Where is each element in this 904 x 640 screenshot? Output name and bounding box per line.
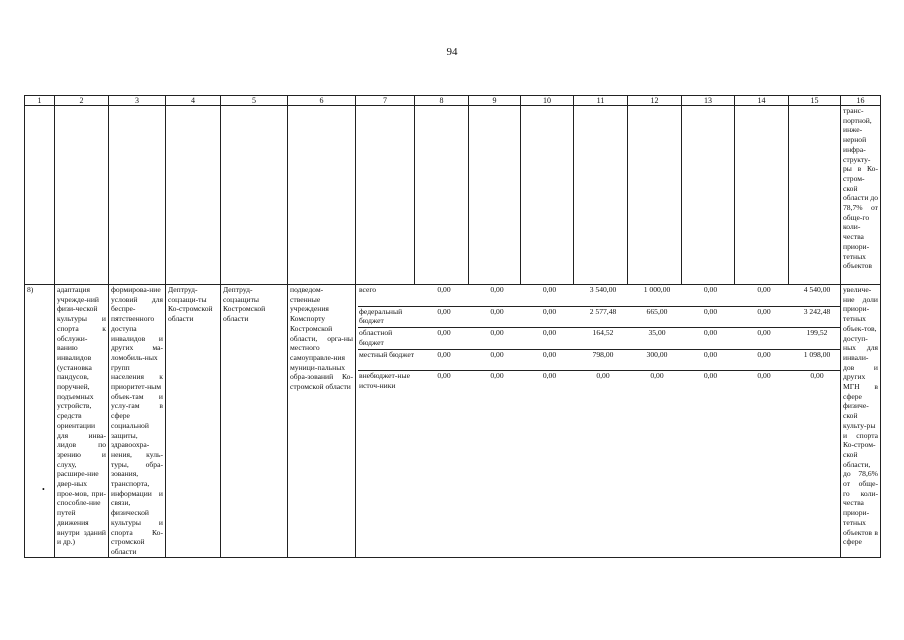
column-number: 7 [356,96,415,106]
column-number: 16 [841,96,881,106]
funding-value: 0,00 [471,306,523,328]
goal-cell: формирова-ние условий для беспре-пятственного доступа инвалидов и других ма-ломобиль-ных групп населения к приоритет-ным объек-там и услу-гам в сфере социальной защиты, здравоохра-нения, куль-туры, обра-зования, транспорта, информации и связи, физической культуры и спорта Ко-стромской области [109,285,166,558]
funding-value: 164,52 [576,328,630,350]
coordinator-cell: Дептруд-соцзащи-ты Ко-стромской области [166,285,221,558]
empty-cell [521,106,574,285]
column-number: 12 [628,96,682,106]
measure-row [25,285,881,558]
budget-table [24,95,881,558]
funding-value: 0,00 [684,306,737,328]
column-number: 1 [25,96,55,106]
funding-value: 1 000,00 [630,285,684,306]
empty-cell [469,106,521,285]
funding-source-label: местный бюджет [358,349,417,371]
funding-value: 3 242,48 [791,306,841,328]
funding-source-label: внебюджет-ные источ-ники [359,371,410,390]
column-number: 10 [521,96,574,106]
column-number: 14 [735,96,789,106]
funding-value: 0,00 [810,371,824,380]
empty-cell [166,106,221,285]
column-number: 15 [789,96,841,106]
funding-value: 665,00 [630,306,684,328]
indicator-cell-continued: транс-портной, инже-нерной инфра-структу-ры в Ко-стром-ской области до 78,7% от обще-го коли-чества приори-тетных объектов [841,106,881,285]
funding-value: 300,00 [630,349,684,371]
empty-cell [789,106,841,285]
column-number: 8 [415,96,469,106]
funding-row [358,349,841,371]
funding-value: 0,00 [684,328,737,350]
funding-row [358,371,841,392]
funding-value: 0,00 [523,328,576,350]
funding-value: 0,00 [417,328,471,350]
empty-cell [735,106,789,285]
measure-name-cell: адаптация учрежде-ний физи-ческой культуры и спорта к обслужи-ванию инвалидов (установка пандусов, поручней, подъемных устройств, средств ориентации для инва-лидов по зрению и слуху, расшире-ние двер-ных прое-мов, при-способле-ние путей движения внутри зданий и др.) [55,285,109,558]
empty-cell [356,106,415,285]
funding-value: 199,52 [791,328,841,350]
funding-value: 0,00 [523,349,576,371]
continued-row [25,106,881,285]
funding-value: 35,00 [630,328,684,350]
column-number: 13 [682,96,735,106]
funding-value: 0,00 [471,285,523,306]
funding-value: 1 098,00 [791,349,841,371]
item-number-cell: 8) [25,285,55,558]
funding-table [358,285,841,392]
funding-value: 0,00 [490,371,504,380]
funding-value: 2 577,48 [576,306,630,328]
column-number: 4 [166,96,221,106]
page-number: 94 [446,46,458,58]
empty-cell [574,106,628,285]
column-number: 3 [109,96,166,106]
funding-value: 0,00 [650,371,664,380]
funding-value: 0,00 [684,349,737,371]
indicator-cell: увеличе-ние доли приори-тетных объек-тов, доступ-ных для инвали-дов и других МГН в сфере физиче-ской культу-ры и спорта Ко-стром-ской области, до 78,6% от обще-го коли-чества приори-тетных объектов в сфере [841,285,881,558]
funding-row [358,285,841,306]
funding-value: 0,00 [417,349,471,371]
funding-value: 0,00 [703,371,718,380]
funding-source-label: федеральный бюджет [358,306,417,328]
funding-value: 0,00 [417,285,471,306]
funding-value: 0,00 [737,285,791,306]
empty-cell [221,106,288,285]
column-number: 6 [288,96,356,106]
funding-source-label: всего [358,285,417,306]
empty-cell [628,106,682,285]
funding-value: 0,00 [471,349,523,371]
funding-value: 0,00 [542,371,557,380]
executors-cell: подведом-ственные учреждения Комспорту Костромской области, орга-ны местного самоуправле-ния муници-пальных обра-зований Ко-стромской области [288,285,356,558]
funding-value: 0,00 [737,306,791,328]
funding-value: 3 540,00 [576,285,630,306]
funding-value: 0,00 [684,285,737,306]
column-number: 11 [574,96,628,106]
funding-value: 0,00 [417,306,471,328]
empty-cell [288,106,356,285]
funding-row [358,328,841,350]
funding-value: 0,00 [523,306,576,328]
empty-cell [25,106,55,285]
column-number: 9 [469,96,521,106]
responsible-cell: Дептруд-соцзащиты Костромской области [221,285,288,558]
funding-value: 798,00 [576,349,630,371]
empty-cell [682,106,735,285]
empty-cell [415,106,469,285]
funding-block [356,285,841,558]
margin-mark: • [42,485,45,494]
column-number: 5 [221,96,288,106]
funding-value: 0,00 [596,371,610,380]
funding-value: 0,00 [523,285,576,306]
funding-value: 0,00 [737,349,791,371]
funding-value: 0,00 [471,328,523,350]
funding-value: 0,00 [437,371,451,380]
funding-value: 0,00 [737,328,791,350]
empty-cell [55,106,109,285]
column-number: 2 [55,96,109,106]
funding-value: 0,00 [757,371,771,380]
column-number-row [25,96,881,106]
funding-source-label: областной бюджет [358,328,417,350]
funding-value: 4 540,00 [791,285,841,306]
funding-row [358,306,841,328]
empty-cell [109,106,166,285]
